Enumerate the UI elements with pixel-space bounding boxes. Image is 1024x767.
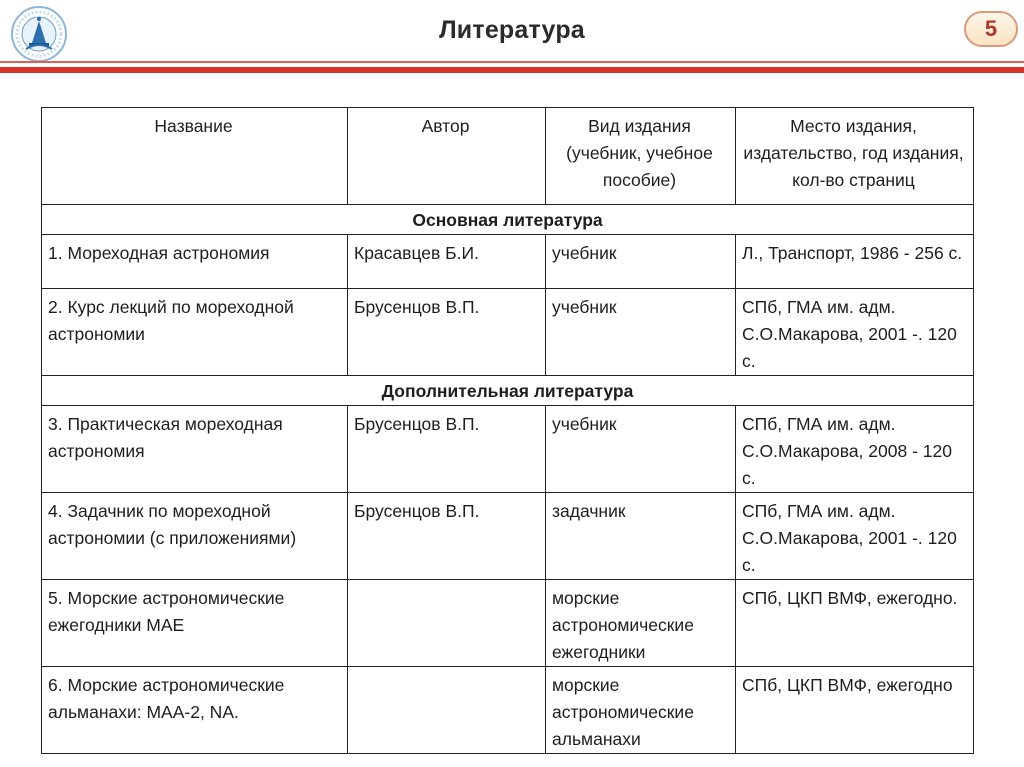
table-row <box>42 493 974 580</box>
table-row <box>42 235 974 289</box>
cell-publisher: СПб, ЦКП ВМФ, ежегодно. <box>736 580 974 667</box>
cell-author <box>348 667 546 754</box>
cell-name: 6. Морские астрономические альманахи: МАА-2, NA. <box>42 667 348 754</box>
cell-type: учебник <box>546 406 736 493</box>
cell-type: учебник <box>546 235 736 289</box>
section-row-extra <box>42 376 974 406</box>
section-row-main <box>42 205 974 235</box>
column-header-author: Автор <box>348 108 546 205</box>
cell-name: 4. Задачник по мореходной астрономии (с приложениями) <box>42 493 348 580</box>
cell-type: морские астрономические альманахи <box>546 667 736 754</box>
cell-name: 5. Морские астрономические ежегодники МАЕ <box>42 580 348 667</box>
cell-type: задачник <box>546 493 736 580</box>
cell-type: морские астрономические ежегодники <box>546 580 736 667</box>
cell-author <box>348 580 546 667</box>
slide-header <box>0 0 1024 80</box>
table-row <box>42 667 974 754</box>
header-divider-thick <box>0 67 1024 73</box>
page-number-badge: 5 <box>964 11 1018 47</box>
column-header-name: Название <box>42 108 348 205</box>
section-label: Дополнительная литература <box>42 376 974 406</box>
literature-table <box>41 107 974 754</box>
cell-author: Брусенцов В.П. <box>348 493 546 580</box>
table-row <box>42 580 974 667</box>
cell-name: 1. Мореходная астрономия <box>42 235 348 289</box>
column-header-type: Вид издания (учебник, учебное пособие) <box>546 108 736 205</box>
column-header-publisher: Место издания, издательство, год издания, кол-во страниц <box>736 108 974 205</box>
cell-name: 3. Практическая мореходная астрономия <box>42 406 348 493</box>
cell-publisher: СПб, ЦКП ВМФ, ежегодно <box>736 667 974 754</box>
cell-author: Красавцев Б.И. <box>348 235 546 289</box>
header-divider-thin <box>0 61 1024 63</box>
page-title: Литература <box>439 16 585 44</box>
cell-publisher: СПб, ГМА им. адм. С.О.Макарова, 2001 -. 120 с. <box>736 289 974 376</box>
cell-type: учебник <box>546 289 736 376</box>
table-row <box>42 406 974 493</box>
cell-name: 2. Курс лекций по мореходной астрономии <box>42 289 348 376</box>
cell-publisher: СПб, ГМА им. адм. С.О.Макарова, 2008 - 120 с. <box>736 406 974 493</box>
table-header-row <box>42 108 974 205</box>
cell-author: Брусенцов В.П. <box>348 406 546 493</box>
cell-publisher: Л., Транспорт, 1986 - 256 с. <box>736 235 974 289</box>
table-row <box>42 289 974 376</box>
section-label: Основная литература <box>42 205 974 235</box>
cell-author: Брусенцов В.П. <box>348 289 546 376</box>
cell-publisher: СПб, ГМА им. адм. С.О.Макарова, 2001 -. 120 с. <box>736 493 974 580</box>
